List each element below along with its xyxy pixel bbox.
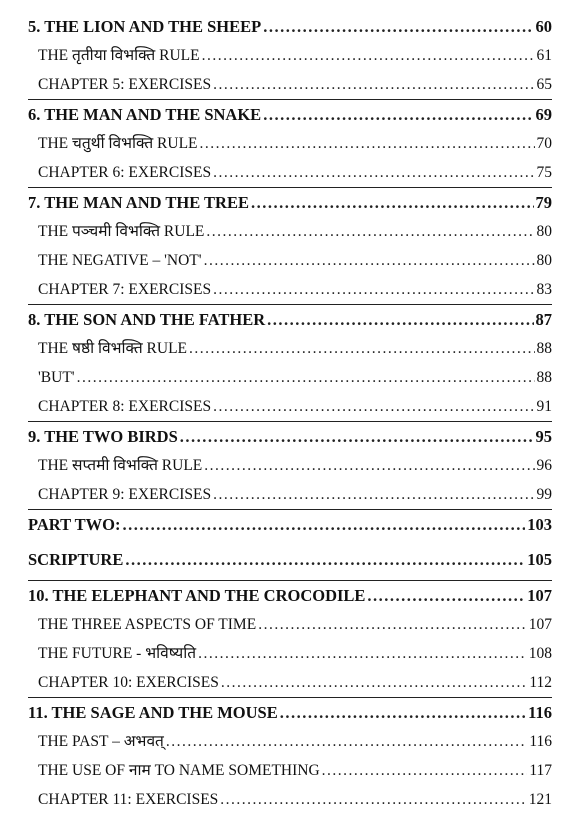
dot-leader	[200, 129, 535, 158]
toc-page-number: 99	[536, 486, 552, 503]
dot-leader	[322, 756, 528, 785]
dot-leader	[189, 334, 534, 363]
dot-leader	[125, 545, 525, 574]
dot-leader	[198, 639, 527, 668]
toc-section-row	[28, 334, 552, 363]
toc-page-number: 88	[536, 340, 552, 357]
dot-leader	[263, 100, 533, 129]
toc-chapter-row	[28, 697, 552, 727]
toc-section-row	[28, 246, 552, 275]
toc-section-row	[28, 70, 552, 99]
dot-leader	[122, 510, 525, 539]
toc-section-row	[28, 363, 552, 392]
toc-page-number: 87	[535, 310, 552, 329]
dot-leader	[213, 392, 534, 421]
toc-entry-title: CHAPTER 11: EXERCISES	[38, 791, 219, 808]
dot-leader	[166, 727, 527, 756]
toc-entry-title: CHAPTER 6: EXERCISES	[38, 164, 212, 181]
toc-page-number: 65	[536, 76, 552, 93]
dot-leader	[204, 246, 535, 275]
toc-page-number: 96	[536, 457, 552, 474]
toc-page-number: 108	[528, 645, 552, 662]
toc-section-row	[28, 727, 552, 756]
dot-leader	[180, 422, 534, 451]
toc-entry-title: THE NEGATIVE – 'NOT'	[38, 252, 202, 269]
toc-section-row	[28, 275, 552, 304]
dot-leader	[213, 275, 534, 304]
toc-entry-title: PART TWO:	[28, 515, 121, 534]
dot-leader	[77, 363, 535, 392]
toc-entry-title: CHAPTER 5: EXERCISES	[38, 76, 212, 93]
toc-entry-title: CHAPTER 8: EXERCISES	[38, 398, 212, 415]
toc-entry-title: THE षष्ठी विभक्ति RULE	[38, 340, 188, 357]
toc-page-number: 103	[527, 515, 552, 534]
toc-chapter-row	[28, 99, 552, 129]
toc-entry-title: THE USE OF नाम TO NAME SOMETHING	[38, 762, 320, 779]
dot-leader	[263, 12, 533, 41]
toc-page-number: 95	[535, 427, 552, 446]
toc-section-row	[28, 480, 552, 509]
dot-leader	[213, 158, 534, 187]
toc-entry-title: THE चतुर्थी विभक्ति RULE	[38, 135, 198, 152]
toc-chapter-row	[28, 421, 552, 451]
toc-entry-title: THE THREE ASPECTS OF TIME	[38, 616, 257, 633]
dot-leader	[213, 70, 534, 99]
toc-entry-title: THE PAST – अभवत्	[38, 733, 164, 750]
toc-page-number: 69	[535, 105, 552, 124]
toc-entry-title: SCRIPTURE	[28, 550, 124, 569]
dot-leader	[213, 480, 534, 509]
toc-chapter-row	[28, 580, 552, 610]
toc-section-row	[28, 639, 552, 668]
toc-page-number: 116	[529, 733, 552, 750]
toc-section-row	[28, 129, 552, 158]
toc-entry-title: THE पञ्चमी विभक्ति RULE	[38, 223, 205, 240]
toc-page-number: 117	[529, 762, 552, 779]
toc-entry-title: 7. THE MAN AND THE TREE	[28, 193, 249, 212]
dot-leader	[202, 41, 535, 70]
dot-leader	[280, 698, 526, 727]
toc-section-row	[28, 756, 552, 785]
dot-leader	[367, 581, 525, 610]
toc-page-number: 80	[536, 252, 552, 269]
toc-section-row	[28, 217, 552, 246]
toc-page-number: 88	[536, 369, 552, 386]
dot-leader	[258, 610, 527, 639]
toc-page-number: 70	[536, 135, 552, 152]
toc-entry-title: 'BUT'	[38, 369, 75, 386]
toc-chapter-row	[28, 545, 552, 574]
toc-entry-title: 11. THE SAGE AND THE MOUSE	[28, 703, 278, 722]
dot-leader	[267, 305, 533, 334]
toc-section-row	[28, 392, 552, 421]
toc-entry-title: CHAPTER 10: EXERCISES	[38, 674, 219, 691]
toc-page-number: 107	[527, 586, 552, 605]
toc-entry-title: THE सप्तमी विभक्ति RULE	[38, 457, 203, 474]
toc-page-number: 91	[536, 398, 552, 415]
toc-page-number: 60	[535, 17, 552, 36]
toc-section-row	[28, 41, 552, 70]
toc-page-number: 112	[529, 674, 552, 691]
toc-page-number: 75	[536, 164, 552, 181]
toc-chapter-row	[28, 304, 552, 334]
toc-entry-title: 9. THE TWO BIRDS	[28, 427, 178, 446]
toc-page-number: 116	[528, 703, 552, 722]
toc-chapter-row	[28, 509, 552, 539]
toc-section-row	[28, 610, 552, 639]
toc-entry-title: CHAPTER 9: EXERCISES	[38, 486, 212, 503]
dot-leader	[204, 451, 534, 480]
dot-leader	[206, 217, 534, 246]
toc-page-number: 79	[535, 193, 552, 212]
toc-entry-title: THE तृतीया विभक्ति RULE	[38, 47, 200, 64]
toc-section-row	[28, 158, 552, 187]
toc-page-number: 80	[536, 223, 552, 240]
table-of-contents	[28, 12, 552, 814]
toc-entry-title: CHAPTER 7: EXERCISES	[38, 281, 212, 298]
toc-page-number: 83	[536, 281, 552, 298]
toc-chapter-row	[28, 187, 552, 217]
toc-page-number: 61	[536, 47, 552, 64]
toc-entry-title: 6. THE MAN AND THE SNAKE	[28, 105, 262, 124]
toc-entry-title: 10. THE ELEPHANT AND THE CROCODILE	[28, 586, 366, 605]
toc-section-row	[28, 668, 552, 697]
toc-entry-title: 5. THE LION AND THE SHEEP	[28, 17, 262, 36]
toc-chapter-row	[28, 12, 552, 41]
toc-entry-title: 8. THE SON AND THE FATHER	[28, 310, 266, 329]
toc-page-number: 105	[527, 550, 552, 569]
toc-entry-title: THE FUTURE - भविष्यति	[38, 645, 197, 662]
toc-section-row	[28, 451, 552, 480]
toc-page-number: 121	[528, 791, 552, 808]
toc-page-number: 107	[528, 616, 552, 633]
dot-leader	[221, 668, 527, 697]
dot-leader	[251, 188, 534, 217]
